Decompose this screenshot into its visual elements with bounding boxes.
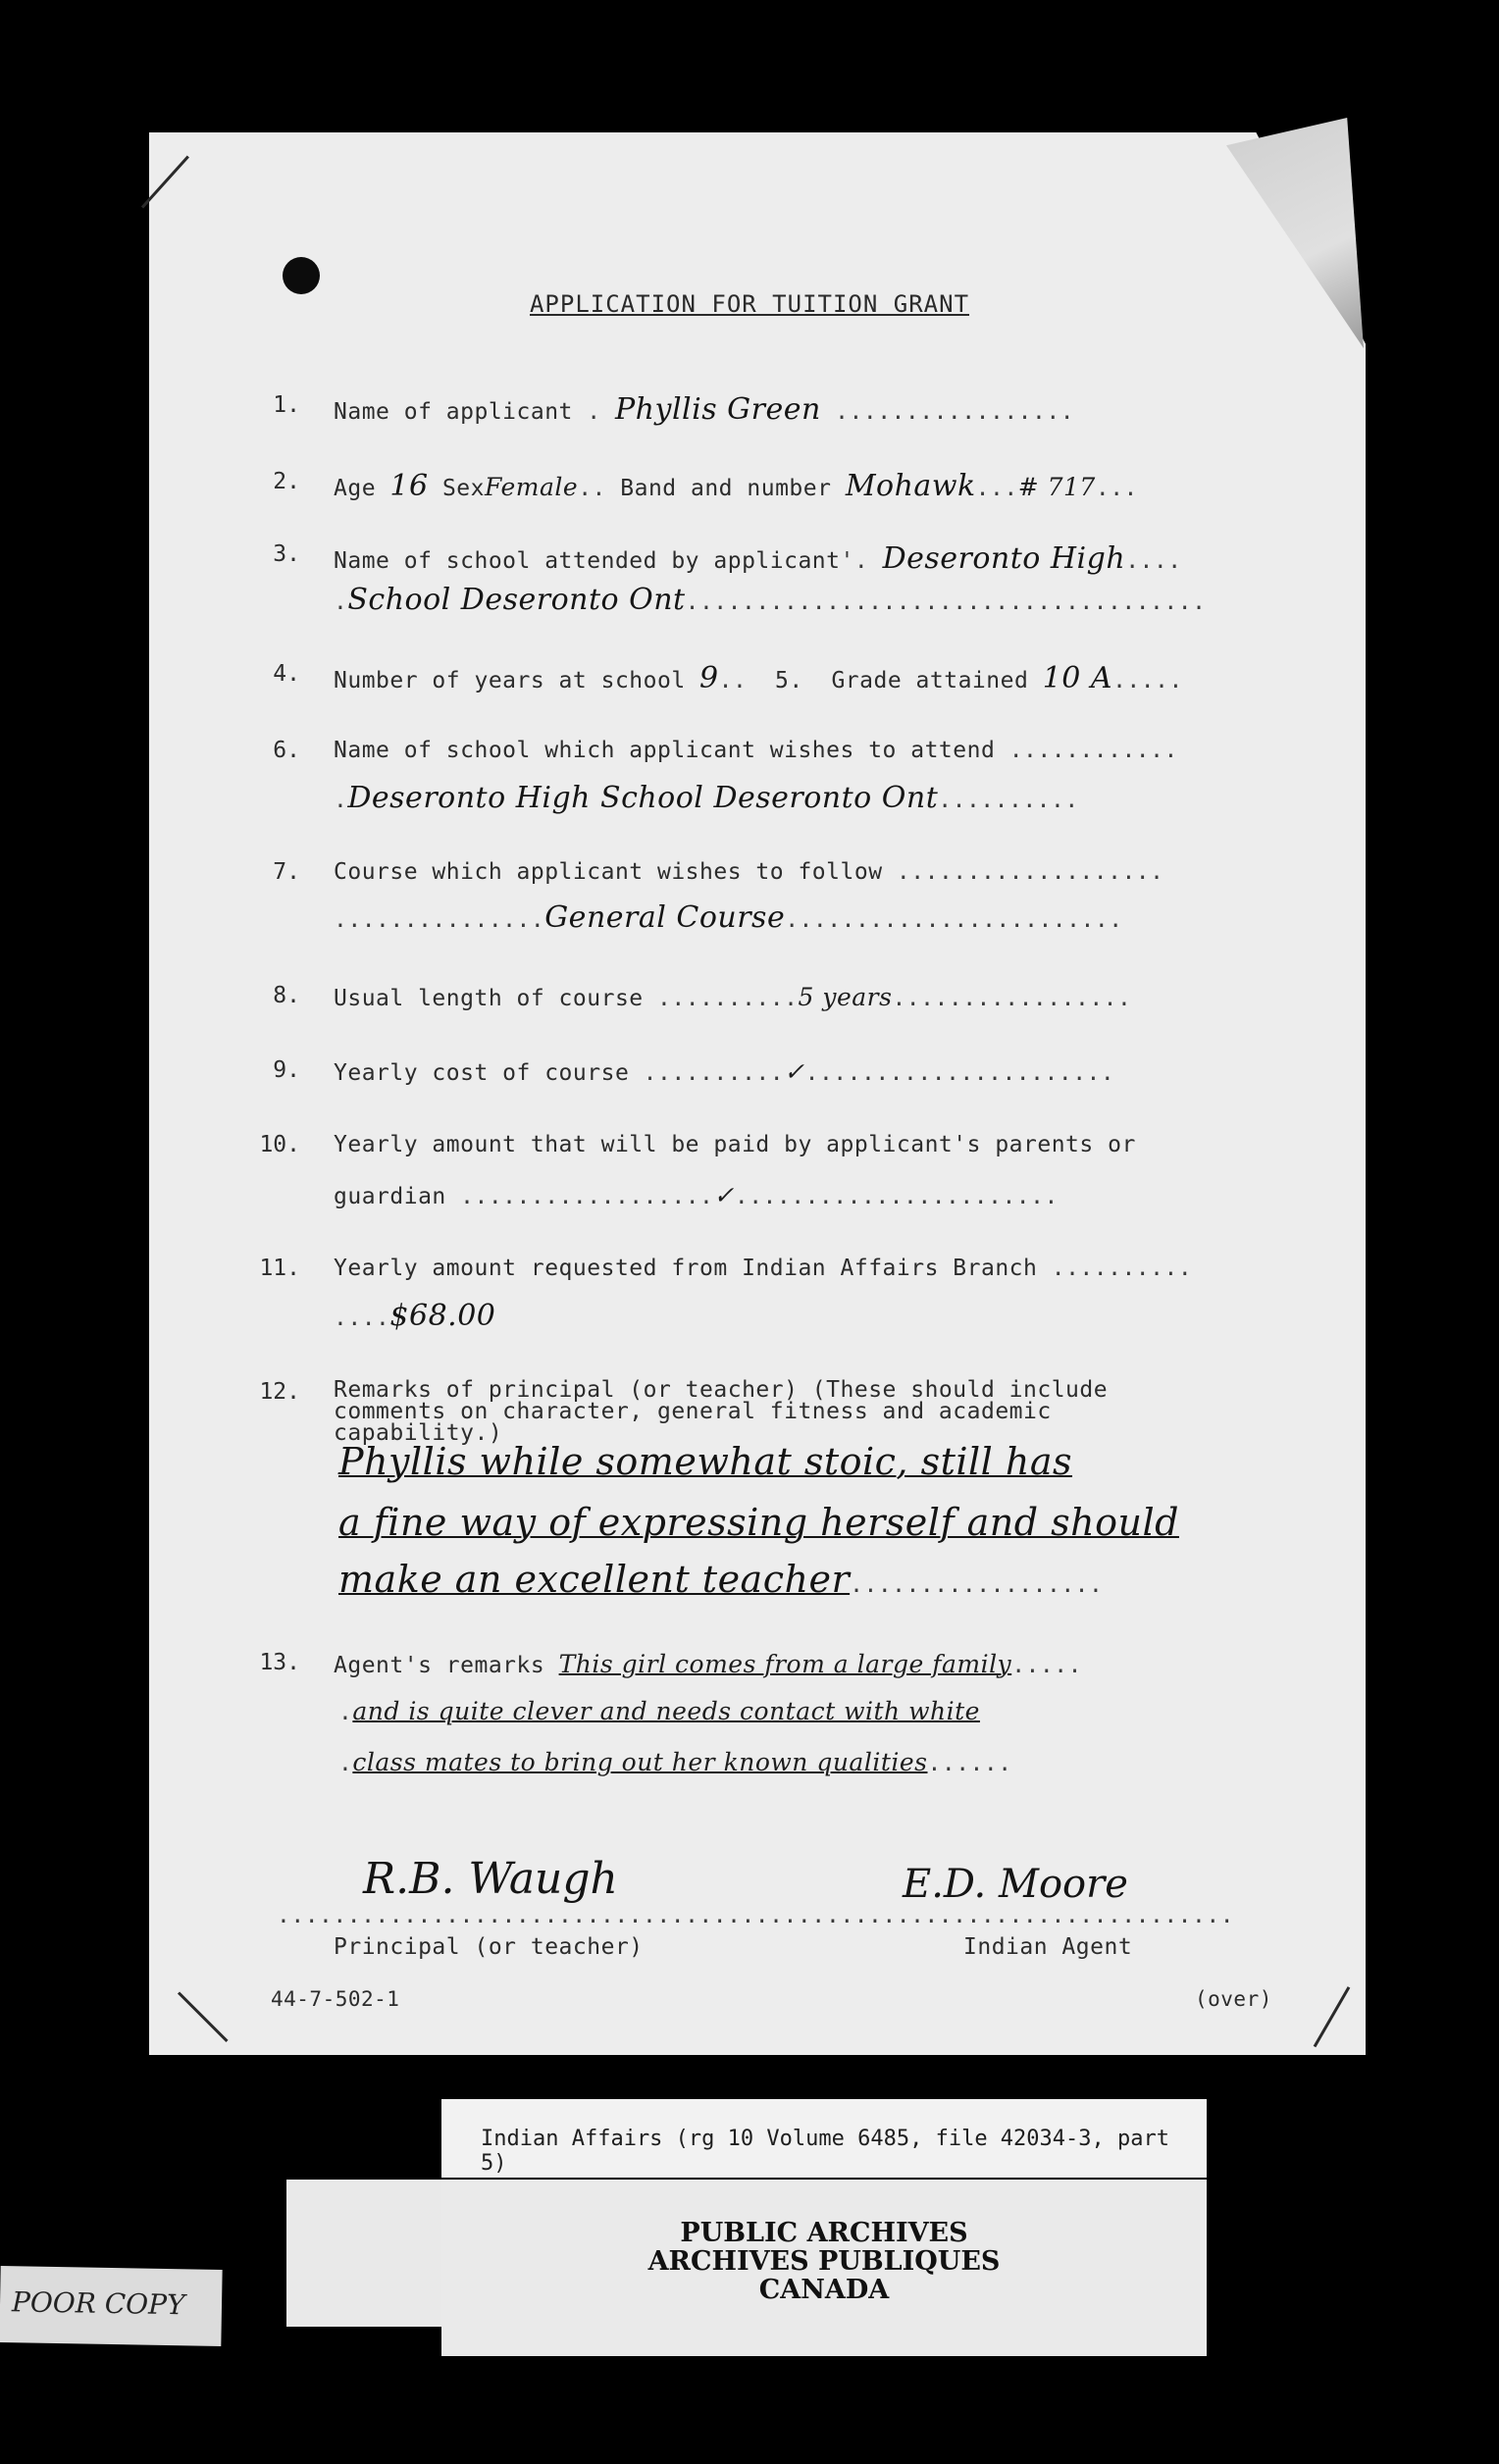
q12-remark-line2: a fine way of expressing herself and should	[338, 1501, 1179, 1544]
q10-label-line2: guardian	[334, 1184, 446, 1209]
q11-row: Yearly amount requested from Indian Affairs Branch ..........	[334, 1256, 1193, 1281]
poor-copy-text: POOR COPY	[11, 2285, 185, 2322]
q10-row2: guardian ..................✓.......................	[334, 1181, 1059, 1209]
band-number-value: # 717	[1017, 473, 1096, 501]
q12-labels	[334, 1379, 1108, 1444]
q6-row: Name of school which applicant wishes to attend ............	[334, 738, 1178, 763]
q1-row: Name of applicant . Phyllis Green .................	[334, 392, 1075, 427]
q13-number: 13.	[259, 1650, 300, 1675]
form-number: 44-7-502-1	[271, 1987, 400, 2011]
q13-row2: .and is quite clever and needs contact with white	[338, 1697, 980, 1725]
principal-label: Principal (or teacher)	[334, 1934, 644, 1960]
q11-label: Yearly amount requested from Indian Affairs Branch	[334, 1256, 1038, 1281]
principal-signature-line: .......................................	[277, 1903, 826, 1928]
stamp-line-3: CANADA	[758, 2275, 890, 2305]
q13-label: Agent's remarks	[334, 1653, 545, 1678]
q9-number: 9.	[273, 1057, 300, 1083]
q13-remark-line3: class mates to bring out her known qualities	[352, 1748, 928, 1776]
q4-label: Number of years at school	[334, 668, 686, 693]
q6-number: 6.	[273, 738, 300, 763]
q12-label-line1: Remarks of principal (or teacher) (These should include	[334, 1377, 1109, 1403]
agent-signature: E.D. Moore	[903, 1862, 1128, 1907]
stamp-line-2: ARCHIVES PUBLIQUES	[647, 2246, 1001, 2277]
q3-row2: .School Deseronto Ont.....................................	[334, 583, 1207, 617]
punch-hole	[283, 257, 320, 294]
q8-number: 8.	[273, 983, 300, 1008]
archive-reference: Indian Affairs (rg 10 Volume 6485, file 42034-3, part 5)	[481, 2127, 1169, 2176]
q6-row2: .Deseronto High School Deseronto Ont..........	[334, 781, 1079, 815]
q4-q5-row: Number of years at school 9.. 5. Grade attained 10 A.....	[334, 661, 1183, 695]
archive-reference-label	[441, 2099, 1207, 2178]
q9-value: ✓	[784, 1057, 805, 1086]
q5-value: 10 A	[1042, 661, 1113, 695]
q7-row2: ...............General Course........................	[334, 900, 1123, 935]
over-note: (over)	[1195, 1987, 1272, 2011]
q5-number: 5.	[775, 668, 803, 693]
q10-value: ✓	[713, 1181, 735, 1209]
age-label: Age	[334, 476, 377, 501]
q11-number: 11.	[259, 1256, 300, 1281]
q6-value: Deseronto High School Deseronto Ont	[347, 781, 939, 815]
band-value: Mohawk	[845, 469, 976, 503]
q12-number: 12.	[259, 1379, 300, 1405]
q9-row: Yearly cost of course ..........✓......................	[334, 1057, 1115, 1086]
q4-number: 4.	[273, 661, 300, 687]
q11-value: $68.00	[389, 1299, 496, 1333]
q3-value-line2: School Deseronto Ont	[347, 583, 686, 617]
q12-label-line2: comments on character, general fitness and academic	[334, 1399, 1052, 1424]
q7-number: 7.	[273, 859, 300, 885]
band-label: Band and number	[620, 476, 832, 501]
q9-label: Yearly cost of course	[334, 1060, 630, 1086]
q8-value: 5 years	[798, 983, 893, 1011]
q3-row: Name of school attended by applicant'. Deseronto High....	[334, 541, 1182, 576]
sex-label: Sex	[441, 476, 485, 501]
q2-row: Age 16 SexFemale.. Band and number Mohawk...# 717...	[334, 469, 1138, 503]
q2-number: 2.	[273, 469, 300, 494]
q1-label: Name of applicant	[334, 399, 573, 425]
stamp-backing	[286, 2180, 453, 2327]
q12-remark-line1: Phyllis while somewhat stoic, still has	[338, 1440, 1073, 1483]
q3-value-line1: Deseronto High	[882, 541, 1126, 576]
agent-label: Indian Agent	[963, 1934, 1133, 1960]
q5-label: Grade attained	[831, 668, 1029, 693]
principal-signature: R.B. Waugh	[363, 1854, 618, 1904]
age-value: 16	[389, 469, 429, 503]
q12-label-line3: capability.)	[334, 1420, 503, 1446]
q7-value: General Course	[544, 900, 786, 935]
q6-label: Name of school which applicant wishes to attend	[334, 738, 996, 763]
q12-remark-line3: make an excellent teacher	[338, 1558, 851, 1601]
agent-signature-line: .............................	[826, 1903, 1235, 1928]
q13-row3: .class mates to bring out her known qualities......	[338, 1748, 1012, 1776]
q11-row2: ....$68.00	[334, 1299, 496, 1333]
q10-label-line1: Yearly amount that will be paid by applicant's parents or	[334, 1132, 1136, 1157]
q3-label: Name of school attended by applicant	[334, 548, 841, 574]
q8-label: Usual length of course	[334, 986, 644, 1011]
q12-row3: make an excellent teacher..................	[338, 1558, 1104, 1601]
q13-remark-line1: This girl comes from a large family	[558, 1650, 1012, 1678]
q1-value: Phyllis Green	[614, 392, 821, 427]
form-title: APPLICATION FOR TUITION GRANT	[529, 290, 970, 318]
stamp-line-1: PUBLIC ARCHIVES	[680, 2218, 968, 2248]
poor-copy-label	[0, 2266, 223, 2346]
archives-stamp-text	[441, 2219, 1207, 2304]
q10-number: 10.	[259, 1132, 300, 1157]
q7-label: Course which applicant wishes to follow	[334, 859, 883, 885]
q3-number: 3.	[273, 541, 300, 567]
q1-number: 1.	[273, 392, 300, 418]
q8-row: Usual length of course ..........5 years.................	[334, 983, 1132, 1011]
q13-row: Agent's remarks This girl comes from a large family.....	[334, 1650, 1082, 1678]
q10-row	[334, 1132, 1136, 1157]
q4-value: 9	[699, 661, 719, 695]
q7-row: Course which applicant wishes to follow ...................	[334, 859, 1164, 885]
sex-value: Female	[485, 473, 579, 501]
q13-remark-line2: and is quite clever and needs contact with white	[352, 1697, 980, 1725]
